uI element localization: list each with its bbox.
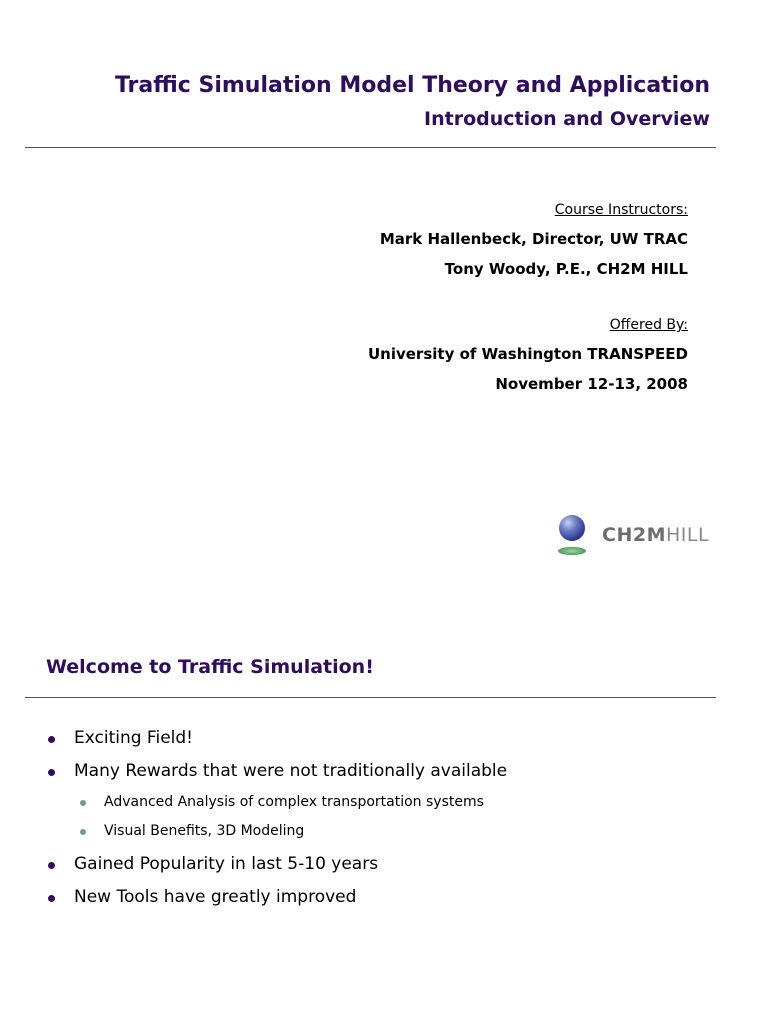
slide1-title: Traffic Simulation Model Theory and Application: [114, 73, 710, 98]
offered-by-heading: Offered By:: [609, 317, 688, 333]
sub-bullet-text: Advanced Analysis of complex transportation systems: [104, 794, 484, 810]
instructor-2: Tony Woody, P.E., CH2M HILL: [444, 260, 688, 278]
sub-bullet-item: [104, 794, 484, 810]
bullet-dot-icon: [48, 862, 55, 869]
bullet-text: Gained Popularity in last 5-10 years: [74, 854, 379, 874]
bullet-dot-icon: [48, 736, 55, 743]
instructor-1: Mark Hallenbeck, Director, UW TRAC: [379, 230, 688, 248]
bullet-text: Many Rewards that were not traditionally available: [74, 761, 508, 781]
logo-text-bold: CH2M: [602, 524, 666, 546]
bullet-dot-icon: [48, 895, 55, 902]
sub-bullet-text: Visual Benefits, 3D Modeling: [104, 823, 305, 839]
instructors-heading: Course Instructors:: [554, 202, 688, 218]
logo-text-light: HILL: [665, 524, 710, 546]
sub-bullet-item: [104, 823, 304, 839]
bullet-item: [74, 854, 378, 874]
bullet-text: Exciting Field!: [74, 728, 193, 748]
sub-bullet-dot-icon: [80, 829, 86, 835]
sub-bullet-dot-icon: [80, 800, 86, 806]
course-date: November 12-13, 2008: [495, 375, 688, 393]
slide2-title-divider: [25, 697, 716, 698]
bullet-item: [74, 887, 356, 907]
slide2-title: Welcome to Traffic Simulation!: [46, 656, 374, 678]
ch2mhill-logo-text: [602, 524, 709, 546]
offered-by-organization: University of Washington TRANSPEED: [367, 345, 688, 363]
bullet-dot-icon: [48, 769, 55, 776]
slide1-subtitle: Introduction and Overview: [424, 108, 710, 130]
bullet-item: [74, 761, 507, 781]
slide1-title-divider: [25, 147, 716, 148]
bullet-item: [74, 728, 193, 748]
bullet-text: New Tools have greatly improved: [74, 887, 357, 907]
